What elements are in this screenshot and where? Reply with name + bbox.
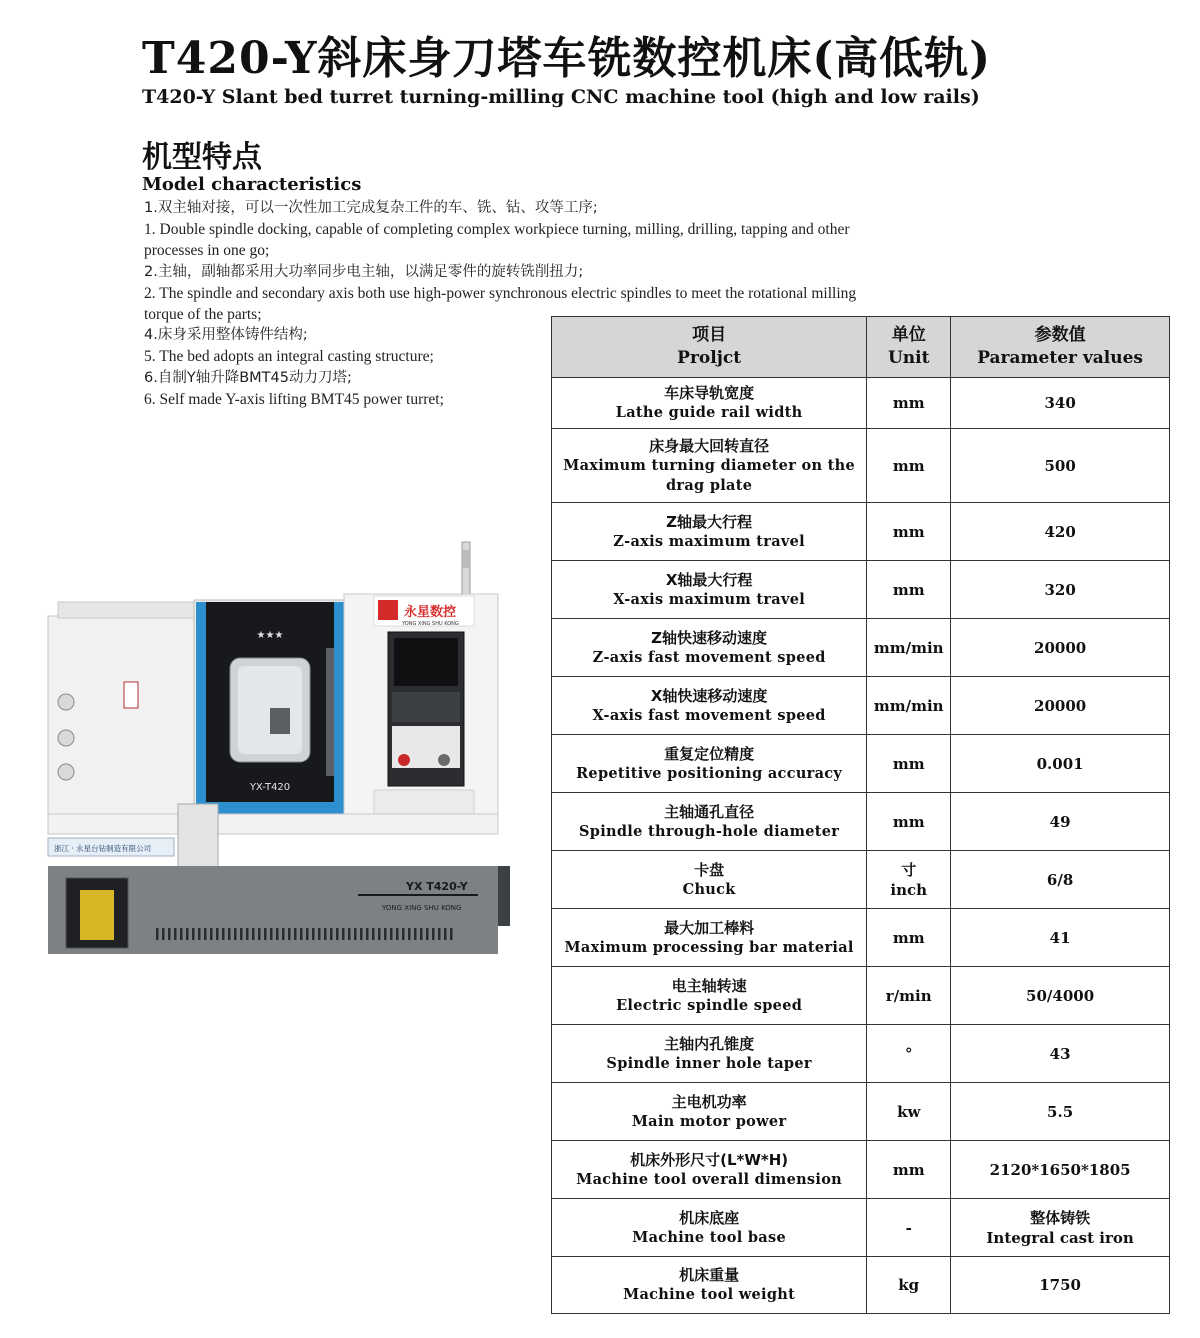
row-label-cn: Z轴快速移动速度	[651, 628, 768, 647]
section-title: 机型特点	[142, 140, 262, 175]
door-stars: ★★★	[256, 630, 284, 641]
row-label-en: Lathe guide rail width	[615, 404, 803, 421]
header-value-cn: 参数值	[1034, 325, 1086, 345]
row-unit: mm	[867, 735, 951, 793]
row-unit: mm	[867, 503, 951, 561]
row-label-cn: 机床重量	[679, 1266, 740, 1284]
table-row	[552, 1083, 1170, 1141]
row-label-cn: X轴最大行程	[665, 570, 753, 589]
row-label-cn: 机床底座	[679, 1208, 740, 1227]
base-model: YX T420-Y	[406, 880, 468, 893]
row-label	[552, 793, 867, 851]
row-label-en: X-axis fast movement speed	[592, 706, 826, 724]
row-value: 49	[951, 793, 1170, 851]
row-unit: r/min	[867, 967, 951, 1025]
table-row	[552, 1025, 1170, 1083]
row-label	[552, 967, 867, 1025]
row-label	[552, 1083, 867, 1141]
row-label-en: Chuck	[682, 880, 736, 898]
header-value-en: Parameter values	[977, 348, 1143, 368]
row-label-en: Spindle inner hole taper	[606, 1054, 812, 1072]
feature-line: processes in one go;	[144, 242, 270, 260]
row-label-en: Repetitive positioning accuracy	[576, 764, 843, 782]
page-subtitle: T420-Y Slant bed turret turning-milling CNC machine tool (high and low rails)	[142, 86, 980, 108]
row-label-en: Machine tool overall dimension	[576, 1170, 843, 1188]
row-value: 20000	[951, 619, 1170, 677]
table-row	[552, 503, 1170, 561]
row-value: 50/4000	[951, 967, 1170, 1025]
header-unit-cn: 单位	[891, 325, 926, 345]
row-label-cn: 床身最大回转直径	[649, 436, 770, 455]
row-unit: mm	[867, 378, 951, 429]
table-row	[552, 619, 1170, 677]
feature-line: 1.双主轴对接，可以一次性加工完成复杂工件的车、铣、钻、攻等工序;	[144, 200, 598, 216]
table-row	[552, 561, 1170, 619]
header-item	[552, 317, 867, 378]
table-header-row	[552, 317, 1170, 378]
header-item-en: Proljct	[677, 348, 742, 368]
row-label	[552, 1141, 867, 1199]
table-row	[552, 429, 1170, 503]
feature-line: 2.主轴，副轴都采用大功率同步电主轴，以满足零件的旋转铣削扭力;	[144, 263, 584, 280]
row-label	[552, 735, 867, 793]
door-label: YX-T420	[249, 782, 291, 793]
row-label-cn: 电主轴转速	[671, 976, 747, 995]
feature-line: 2. The spindle and secondary axis both use high-power synchronous electric spindles to meet the rotational milling	[144, 284, 857, 302]
machine-illustration	[44, 538, 514, 958]
row-label-en: X-axis maximum travel	[613, 590, 806, 608]
row-label-cn: 主轴内孔锥度	[664, 1034, 755, 1053]
row-label	[552, 429, 867, 503]
table-row	[552, 677, 1170, 735]
row-label	[552, 619, 867, 677]
row-label-cn: 机床外形尺寸(L*W*H)	[630, 1150, 789, 1169]
row-label-cn: 重复定位精度	[664, 744, 755, 763]
spec-table	[551, 316, 1170, 1314]
row-label-en: Z-axis fast movement speed	[592, 648, 826, 666]
row-unit: mm/min	[867, 619, 951, 677]
row-label	[552, 503, 867, 561]
table-row	[552, 909, 1170, 967]
row-label	[552, 677, 867, 735]
table-row	[552, 851, 1170, 909]
row-label	[552, 1025, 867, 1083]
row-value: 5.5	[951, 1083, 1170, 1141]
row-label-cn: 卡盘	[694, 860, 725, 879]
row-unit: mm	[867, 561, 951, 619]
row-unit-en: inch	[890, 880, 928, 899]
row-value: 420	[951, 503, 1170, 561]
row-label-cn: 主电机功率	[671, 1092, 747, 1111]
company-plate: 浙江 · 永星台钻制造有限公司	[54, 844, 152, 853]
row-unit: mm/min	[867, 677, 951, 735]
row-label-cn: Z轴最大行程	[666, 512, 753, 531]
section-subtitle: Model characteristics	[142, 174, 362, 195]
feature-line: 1. Double spindle docking, capable of completing complex workpiece turning, milling, drilling, tapping and other	[144, 221, 850, 239]
row-unit: mm	[867, 429, 951, 503]
row-label	[552, 851, 867, 909]
row-value-en: Integral cast iron	[986, 1228, 1134, 1247]
page-title: T420-Y斜床身刀塔车铣数控机床(高低轨)	[142, 33, 992, 84]
base-model-sub: YONG XING SHU KONG	[382, 904, 462, 912]
row-value: 1750	[951, 1257, 1170, 1314]
table-row	[552, 1257, 1170, 1314]
row-label	[552, 1199, 867, 1257]
row-unit: mm	[867, 909, 951, 967]
table-row	[552, 1141, 1170, 1199]
table-row	[552, 793, 1170, 851]
row-value: 6/8	[951, 851, 1170, 909]
row-label-en: Spindle through-hole diameter	[579, 822, 840, 840]
header-unit	[867, 317, 951, 378]
row-value: 41	[951, 909, 1170, 967]
row-value: 500	[951, 429, 1170, 503]
row-unit: mm	[867, 793, 951, 851]
row-unit: °	[867, 1025, 951, 1083]
row-unit: kg	[867, 1257, 951, 1314]
row-value	[951, 1199, 1170, 1257]
row-label-en: Maximum turning diameter on the	[563, 456, 856, 474]
row-label-en: Electric spindle speed	[616, 996, 803, 1014]
row-label-en: Machine tool weight	[623, 1286, 796, 1303]
row-value: 43	[951, 1025, 1170, 1083]
row-label-en: Z-axis maximum travel	[613, 532, 805, 550]
row-label	[552, 909, 867, 967]
row-value: 20000	[951, 677, 1170, 735]
row-value-cn: 整体铸铁	[1030, 1208, 1091, 1227]
table-row	[552, 967, 1170, 1025]
row-unit	[867, 851, 951, 909]
row-label-en: Maximum processing bar material	[564, 938, 854, 956]
table-row	[552, 735, 1170, 793]
row-unit: mm	[867, 1141, 951, 1199]
feature-line: torque of the parts;	[144, 306, 262, 324]
row-label	[552, 1257, 867, 1314]
row-label	[552, 378, 867, 429]
row-label	[552, 561, 867, 619]
row-label-cn: 主轴通孔直径	[664, 802, 755, 821]
brand-en: YONG XING SHU KONG	[402, 621, 459, 627]
header-value	[951, 317, 1170, 378]
row-value: 320	[951, 561, 1170, 619]
row-value: 340	[951, 378, 1170, 429]
feature-line: 6. Self made Y-axis lifting BMT45 power turret;	[144, 390, 444, 408]
row-value: 2120*1650*1805	[951, 1141, 1170, 1199]
row-label-cn: 最大加工棒料	[664, 918, 755, 937]
row-label-cn: X轴快速移动速度	[650, 686, 768, 705]
row-value: 0.001	[951, 735, 1170, 793]
brand-cn: 永星数控	[404, 605, 457, 620]
feature-line: 4.床身采用整体铸件结构;	[144, 327, 308, 344]
feature-line: 6.自制Y轴升降BMT45动力刀塔;	[144, 369, 352, 386]
row-unit-cn: 寸	[901, 860, 917, 879]
row-label-en: Machine tool base	[632, 1228, 786, 1246]
row-unit: kw	[867, 1083, 951, 1141]
table-row	[552, 1199, 1170, 1257]
row-label-en: Main motor power	[631, 1112, 787, 1130]
row-unit: -	[867, 1199, 951, 1257]
table-row	[552, 378, 1170, 429]
row-label-cn: 车床导轨宽度	[664, 384, 755, 402]
row-label-en-line2: drag plate	[665, 476, 753, 494]
header-item-cn: 项目	[692, 325, 727, 345]
feature-line: 5. The bed adopts an integral casting structure;	[144, 348, 434, 366]
header-unit-en: Unit	[887, 348, 930, 368]
